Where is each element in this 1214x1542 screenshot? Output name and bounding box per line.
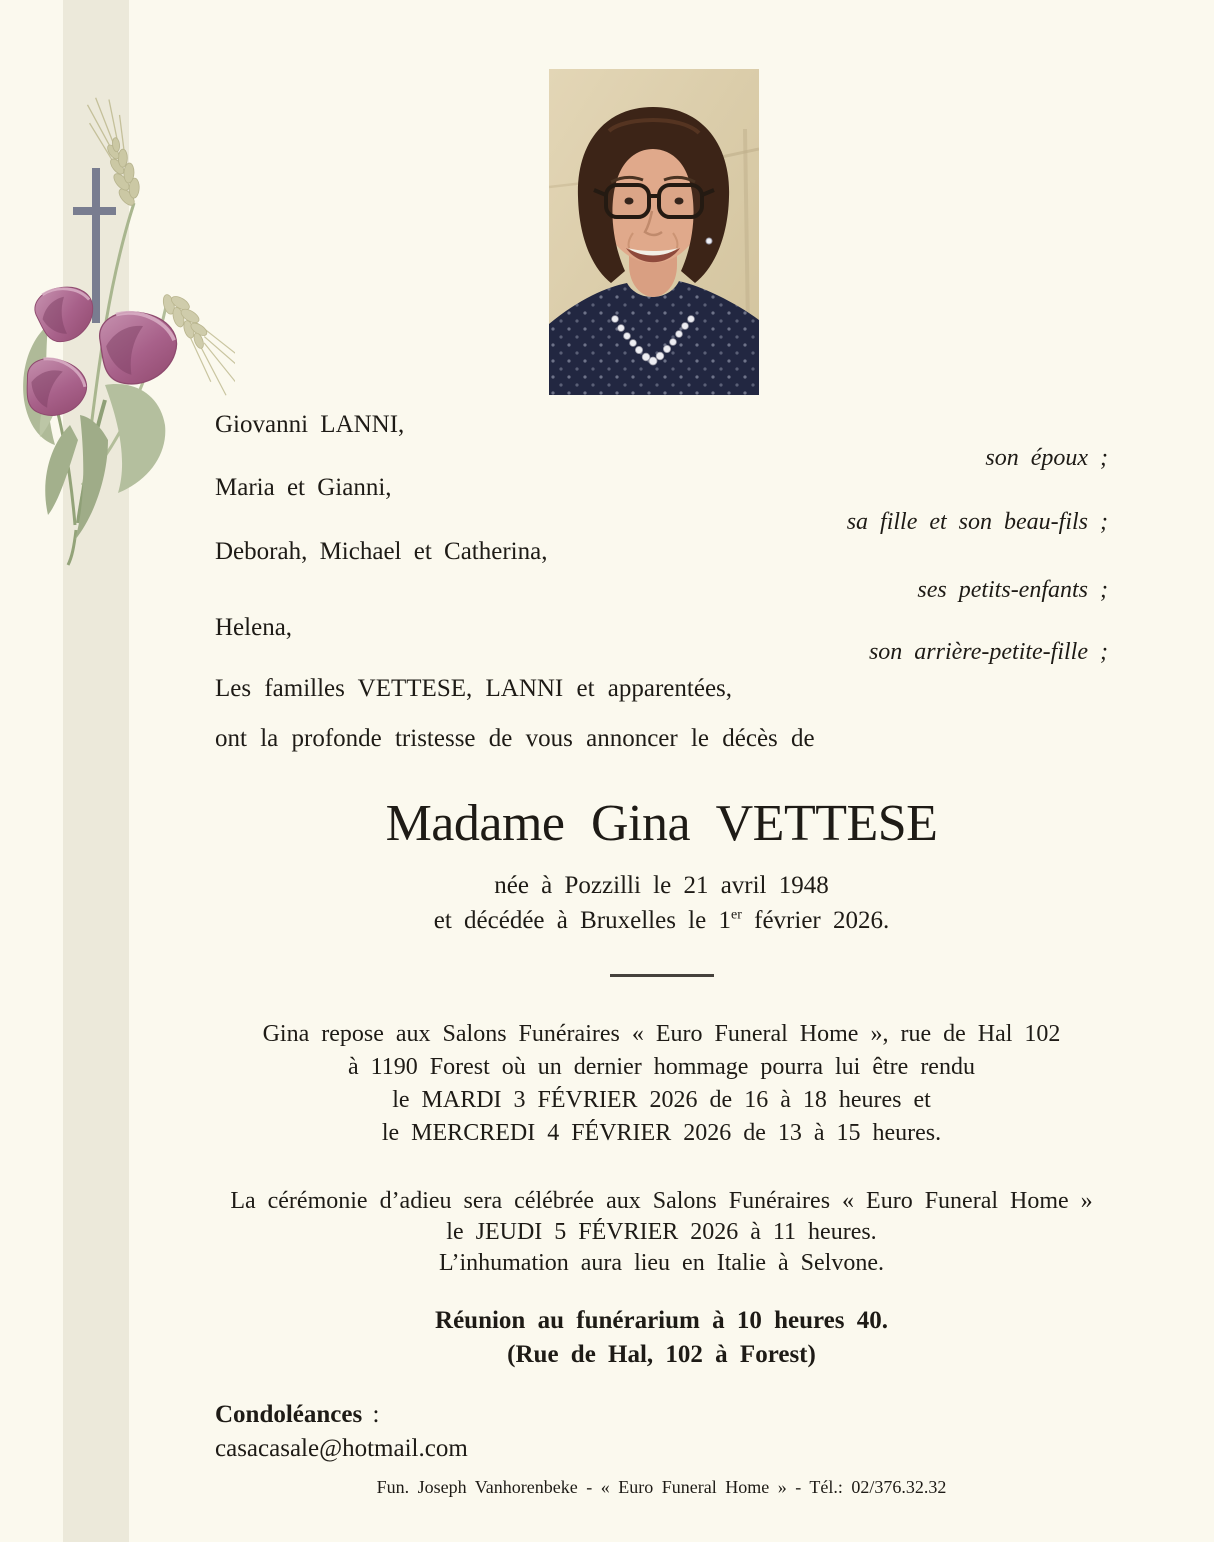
condolences-label: Condoléances <box>215 1401 363 1428</box>
ordinal-suffix: er <box>730 907 742 923</box>
birth-line: née à Pozzilli le 21 avril 1948 <box>494 872 829 899</box>
death-line <box>215 907 1108 935</box>
visitation-line: le MERCREDI 4 FÉVRIER 2026 de 13 à 15 heures. <box>381 1120 942 1146</box>
floral-cross-illustration <box>0 85 235 585</box>
meeting-paragraph <box>215 1304 1108 1372</box>
announcer-name: Helena, <box>215 614 293 641</box>
meeting-line: (Rue de Hal, 102 à Forest) <box>507 1341 816 1368</box>
condolences-separator: : <box>362 1401 380 1428</box>
meeting-line: Réunion au funérarium à 10 heures 40. <box>435 1307 888 1334</box>
condolences-heading <box>215 1401 379 1429</box>
visitation-line: à 1190 Forest où un dernier hommage pourra lui être rendu <box>348 1054 975 1080</box>
section-divider-wrap <box>215 966 1108 984</box>
funeral-home-footer: Fun. Joseph Vanhorenbeke - « Euro Funeral Home » - Tél.: 02/376.32.32 <box>376 1477 947 1497</box>
relation-label: ses petits-enfants ; <box>917 577 1108 603</box>
announcer-name: Deborah, Michael et Catherina, <box>215 538 548 565</box>
announcement-line: ont la profonde tristesse de vous annoncer le décès de <box>215 725 815 752</box>
relation-label: son époux ; <box>985 445 1108 471</box>
relation-label: sa fille et son beau-fils ; <box>846 509 1108 535</box>
earring <box>706 238 712 244</box>
relation-label: son arrière-petite-fille ; <box>868 639 1108 665</box>
death-line-prefix: et décédée à Bruxelles le 1 <box>433 907 731 934</box>
ceremony-paragraph <box>215 1186 1108 1279</box>
portrait-illustration <box>549 69 759 395</box>
death-line-suffix: février 2026. <box>741 907 890 934</box>
ceremony-line: le JEUDI 5 FÉVRIER 2026 à 11 heures. <box>446 1219 877 1245</box>
visitation-line: Gina repose aux Salons Funéraires « Euro Funeral Home », rue de Hal 102 <box>262 1021 1061 1047</box>
condolences-email: casacasale@hotmail.com <box>215 1435 468 1462</box>
families-line: Les familles VETTESE, LANNI et apparentées, <box>215 675 733 702</box>
visitation-paragraph <box>215 1018 1108 1150</box>
ceremony-line: L’inhumation aura lieu en Italie à Selvone. <box>439 1250 884 1276</box>
announcer-name: Giovanni LANNI, <box>215 411 405 438</box>
deceased-portrait-photo <box>549 69 759 395</box>
announcer-name: Maria et Gianni, <box>215 474 392 501</box>
visitation-line: le MARDI 3 FÉVRIER 2026 de 16 à 18 heures et <box>392 1087 931 1113</box>
ceremony-line: La cérémonie d’adieu sera célébrée aux Salons Funéraires « Euro Funeral Home » <box>230 1188 1093 1214</box>
section-divider <box>610 974 714 977</box>
deceased-name-title: Madame Gina VETTESE <box>385 795 938 852</box>
